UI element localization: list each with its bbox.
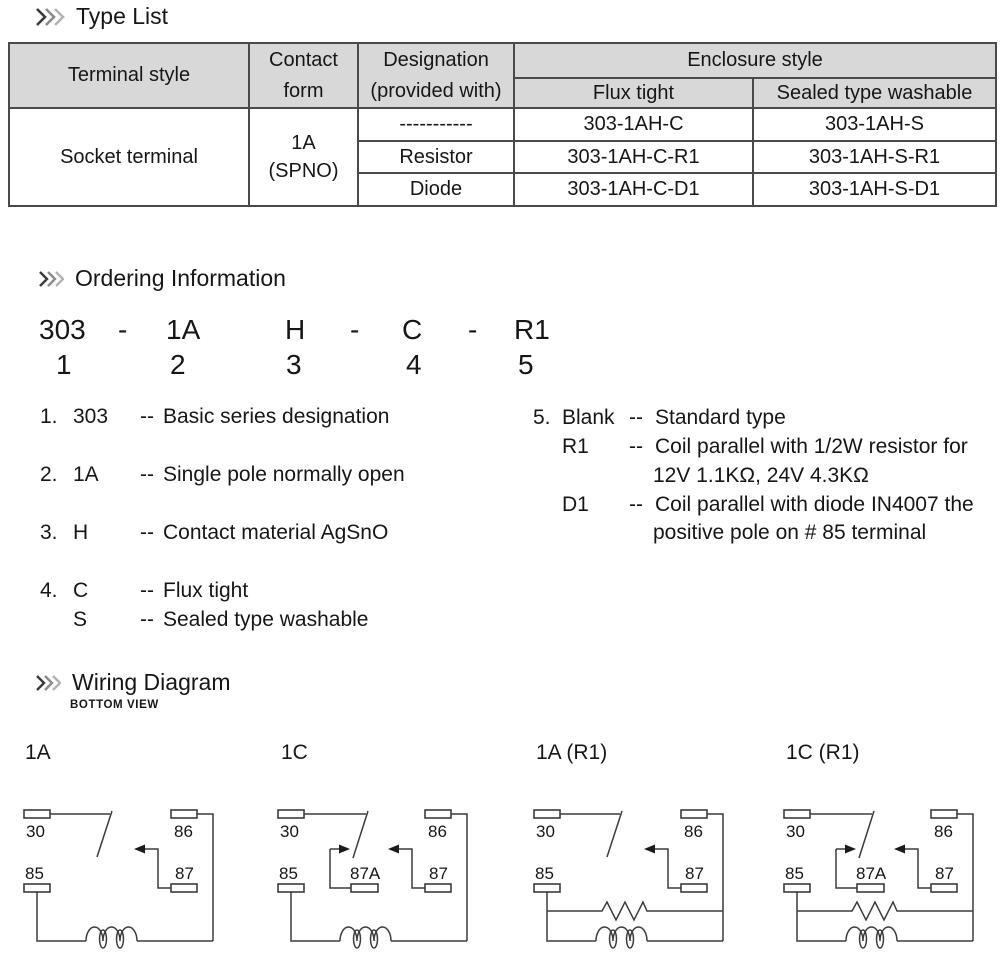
wire-87a-bracket bbox=[330, 849, 351, 888]
wire-coil-left bbox=[291, 892, 340, 941]
terminal-label-86: 86 bbox=[428, 822, 447, 841]
item-dashes: -- bbox=[140, 608, 154, 631]
diagram-label-1c-r1: 1C (R1) bbox=[786, 741, 860, 764]
item-dashes: -- bbox=[629, 435, 643, 458]
cell-part-number: 303-1AH-S-D1 bbox=[753, 173, 996, 206]
terminal-label-85: 85 bbox=[535, 864, 554, 883]
code-position-1: 1 bbox=[56, 349, 72, 380]
terminal-pad-87 bbox=[425, 884, 451, 892]
item-code: 1A bbox=[73, 463, 99, 486]
wire-coil-right bbox=[957, 814, 973, 941]
terminal-label-87: 87 bbox=[685, 864, 704, 883]
item-number: 3. bbox=[40, 521, 58, 544]
item-dashes: -- bbox=[629, 493, 643, 516]
triple-chevron-icon bbox=[35, 674, 61, 692]
wire-coil-left bbox=[797, 892, 846, 941]
terminal-label-86: 86 bbox=[174, 822, 193, 841]
wire-87 bbox=[904, 849, 931, 888]
designation-line2: (provided with) bbox=[370, 79, 502, 102]
designation-line1: Designation bbox=[383, 48, 489, 71]
col-header-enclosure-style: Enclosure style bbox=[514, 43, 996, 78]
terminal-pad-87 bbox=[931, 884, 957, 892]
wiring-diagram-1c bbox=[262, 778, 502, 953]
arrowhead-87a bbox=[339, 845, 350, 854]
arrowhead-87 bbox=[134, 845, 145, 854]
cell-part-number: 303-1AH-C bbox=[514, 108, 753, 141]
col-header-sealed: Sealed type washable bbox=[753, 78, 996, 108]
col-header-designation bbox=[358, 43, 514, 108]
terminal-pad-85 bbox=[278, 884, 304, 892]
item-dashes: -- bbox=[140, 521, 154, 544]
item-text: Basic series designation bbox=[163, 405, 390, 428]
item-code: S bbox=[73, 608, 88, 631]
wiring-header bbox=[35, 669, 230, 696]
resistor-symbol bbox=[547, 902, 723, 920]
arrowhead-87 bbox=[388, 845, 399, 854]
arrowhead-87 bbox=[644, 845, 655, 854]
terminal-label-87: 87 bbox=[429, 864, 448, 883]
wiring-diagram-1a-r1 bbox=[518, 778, 758, 953]
code-part-enclosure: C bbox=[402, 314, 423, 345]
item-text: Single pole normally open bbox=[163, 463, 405, 486]
cell-part-number: 303-1AH-C-R1 bbox=[514, 141, 753, 173]
terminal-pad-85 bbox=[784, 884, 810, 892]
item-text-continuation: positive pole on # 85 terminal bbox=[653, 521, 927, 544]
item-text: Sealed type washable bbox=[163, 608, 369, 631]
wiring-subtitle: BOTTOM VIEW bbox=[70, 699, 159, 711]
item-code: D1 bbox=[562, 493, 589, 516]
triple-chevron-icon bbox=[35, 7, 65, 27]
terminal-pad-86 bbox=[425, 810, 451, 818]
wire-coil-left bbox=[37, 892, 86, 941]
terminal-pad-30 bbox=[24, 810, 50, 818]
terminal-label-85: 85 bbox=[25, 864, 44, 883]
col-header-terminal-style: Terminal style bbox=[9, 43, 249, 108]
item-dashes: -- bbox=[140, 463, 154, 486]
code-separator: - bbox=[468, 314, 478, 345]
triple-chevron-icon bbox=[38, 270, 64, 288]
col-header-flux-tight: Flux tight bbox=[514, 78, 753, 108]
item-text: Flux tight bbox=[163, 579, 249, 602]
table-row bbox=[9, 108, 996, 141]
terminal-label-30: 30 bbox=[280, 822, 299, 841]
terminal-label-87: 87 bbox=[935, 864, 954, 883]
terminal-pad-86 bbox=[171, 810, 197, 818]
terminal-label-87: 87 bbox=[175, 864, 194, 883]
contact-form-line1: Contact bbox=[269, 48, 338, 71]
type-list-table bbox=[8, 42, 997, 207]
code-separator: - bbox=[118, 314, 128, 345]
terminal-pad-87a bbox=[857, 884, 884, 892]
terminal-pad-30 bbox=[278, 810, 304, 818]
switch-blade bbox=[97, 811, 112, 857]
terminal-pad-87 bbox=[171, 884, 197, 892]
item-number: 1. bbox=[40, 405, 58, 428]
terminal-label-86: 86 bbox=[684, 822, 703, 841]
wire-coil-right bbox=[451, 814, 467, 941]
terminal-label-30: 30 bbox=[786, 822, 805, 841]
item-text: Contact material AgSnO bbox=[163, 521, 389, 544]
cell-designation: Resistor bbox=[358, 141, 514, 173]
coil-symbol bbox=[86, 927, 137, 941]
code-separator: - bbox=[350, 314, 360, 345]
diagram-label-1a: 1A bbox=[25, 741, 51, 764]
diagram-label-1a-r1: 1A (R1) bbox=[536, 741, 608, 764]
wire-87a-bracket bbox=[836, 849, 857, 888]
code-position-4: 4 bbox=[406, 349, 422, 380]
terminal-pad-30 bbox=[534, 810, 560, 818]
cell-designation: Diode bbox=[358, 173, 514, 206]
item-code: Blank bbox=[562, 406, 615, 429]
code-part-option: R1 bbox=[514, 314, 550, 345]
item-dashes: -- bbox=[629, 406, 643, 429]
contact-value-line1: 1A bbox=[291, 132, 316, 154]
item-text: Coil parallel with 1/2W resistor for bbox=[655, 435, 968, 458]
item-number: 5. bbox=[533, 406, 551, 429]
terminal-pad-85 bbox=[534, 884, 560, 892]
wire-coil-left bbox=[547, 892, 596, 941]
terminal-label-30: 30 bbox=[26, 822, 45, 841]
contact-form-line2: form bbox=[283, 79, 324, 102]
terminal-label-85: 85 bbox=[279, 864, 298, 883]
cell-contact-form bbox=[249, 108, 358, 206]
cell-part-number: 303-1AH-S bbox=[753, 108, 996, 141]
resistor-symbol bbox=[797, 902, 973, 920]
type-list-header bbox=[35, 3, 168, 30]
coil-symbol bbox=[846, 927, 897, 941]
item-text-continuation: 12V 1.1KΩ, 24V 4.3KΩ bbox=[653, 464, 869, 487]
wire-87 bbox=[398, 849, 425, 888]
item-number: 4. bbox=[40, 579, 58, 602]
terminal-pad-87 bbox=[681, 884, 707, 892]
terminal-label-87a: 87A bbox=[856, 864, 887, 883]
contact-value-line2: (SPNO) bbox=[268, 160, 339, 182]
wire-87 bbox=[654, 849, 681, 888]
ordering-header bbox=[38, 265, 286, 292]
code-position-3: 3 bbox=[286, 349, 302, 380]
item-code: C bbox=[73, 579, 89, 602]
item-code: R1 bbox=[562, 435, 589, 458]
item-code: 303 bbox=[73, 405, 109, 428]
item-dashes: -- bbox=[140, 579, 154, 602]
code-part-poles: 1A bbox=[166, 314, 201, 345]
cell-terminal-style: Socket terminal bbox=[9, 108, 249, 206]
terminal-label-85: 85 bbox=[785, 864, 804, 883]
item-number: 2. bbox=[40, 463, 58, 486]
type-list-title: Type List bbox=[76, 3, 169, 29]
wiring-diagram-1a bbox=[8, 778, 248, 953]
item-text: Coil parallel with diode IN4007 the bbox=[655, 493, 974, 516]
wiring-title: Wiring Diagram bbox=[72, 669, 231, 695]
cell-designation: ----------- bbox=[358, 108, 514, 141]
terminal-pad-85 bbox=[24, 884, 50, 892]
ordering-title: Ordering Information bbox=[75, 265, 286, 291]
wire-coil-right bbox=[197, 814, 213, 941]
arrowhead-87a bbox=[845, 845, 856, 854]
terminal-pad-87a bbox=[351, 884, 378, 892]
switch-blade bbox=[353, 811, 368, 858]
col-header-contact-form bbox=[249, 43, 358, 108]
coil-symbol bbox=[340, 927, 391, 941]
item-text: Standard type bbox=[655, 406, 786, 429]
code-part-series: 303 bbox=[39, 314, 86, 345]
terminal-pad-86 bbox=[931, 810, 957, 818]
terminal-label-86: 86 bbox=[934, 822, 953, 841]
diagram-label-1c: 1C bbox=[281, 741, 308, 764]
code-position-2: 2 bbox=[170, 349, 186, 380]
terminal-pad-86 bbox=[681, 810, 707, 818]
cell-part-number: 303-1AH-S-R1 bbox=[753, 141, 996, 173]
terminal-label-30: 30 bbox=[536, 822, 555, 841]
terminal-label-87a: 87A bbox=[350, 864, 381, 883]
switch-blade bbox=[859, 811, 874, 858]
switch-blade bbox=[607, 811, 622, 857]
code-position-5: 5 bbox=[518, 349, 534, 380]
code-part-material: H bbox=[285, 314, 306, 345]
item-code: H bbox=[73, 521, 89, 544]
coil-symbol bbox=[596, 927, 647, 941]
wiring-diagram-1c-r1 bbox=[768, 778, 1000, 953]
cell-part-number: 303-1AH-C-D1 bbox=[514, 173, 753, 206]
item-dashes: -- bbox=[140, 405, 154, 428]
wire-coil-right bbox=[707, 814, 723, 941]
terminal-pad-30 bbox=[784, 810, 810, 818]
arrowhead-87 bbox=[894, 845, 905, 854]
wire-87 bbox=[144, 849, 171, 888]
